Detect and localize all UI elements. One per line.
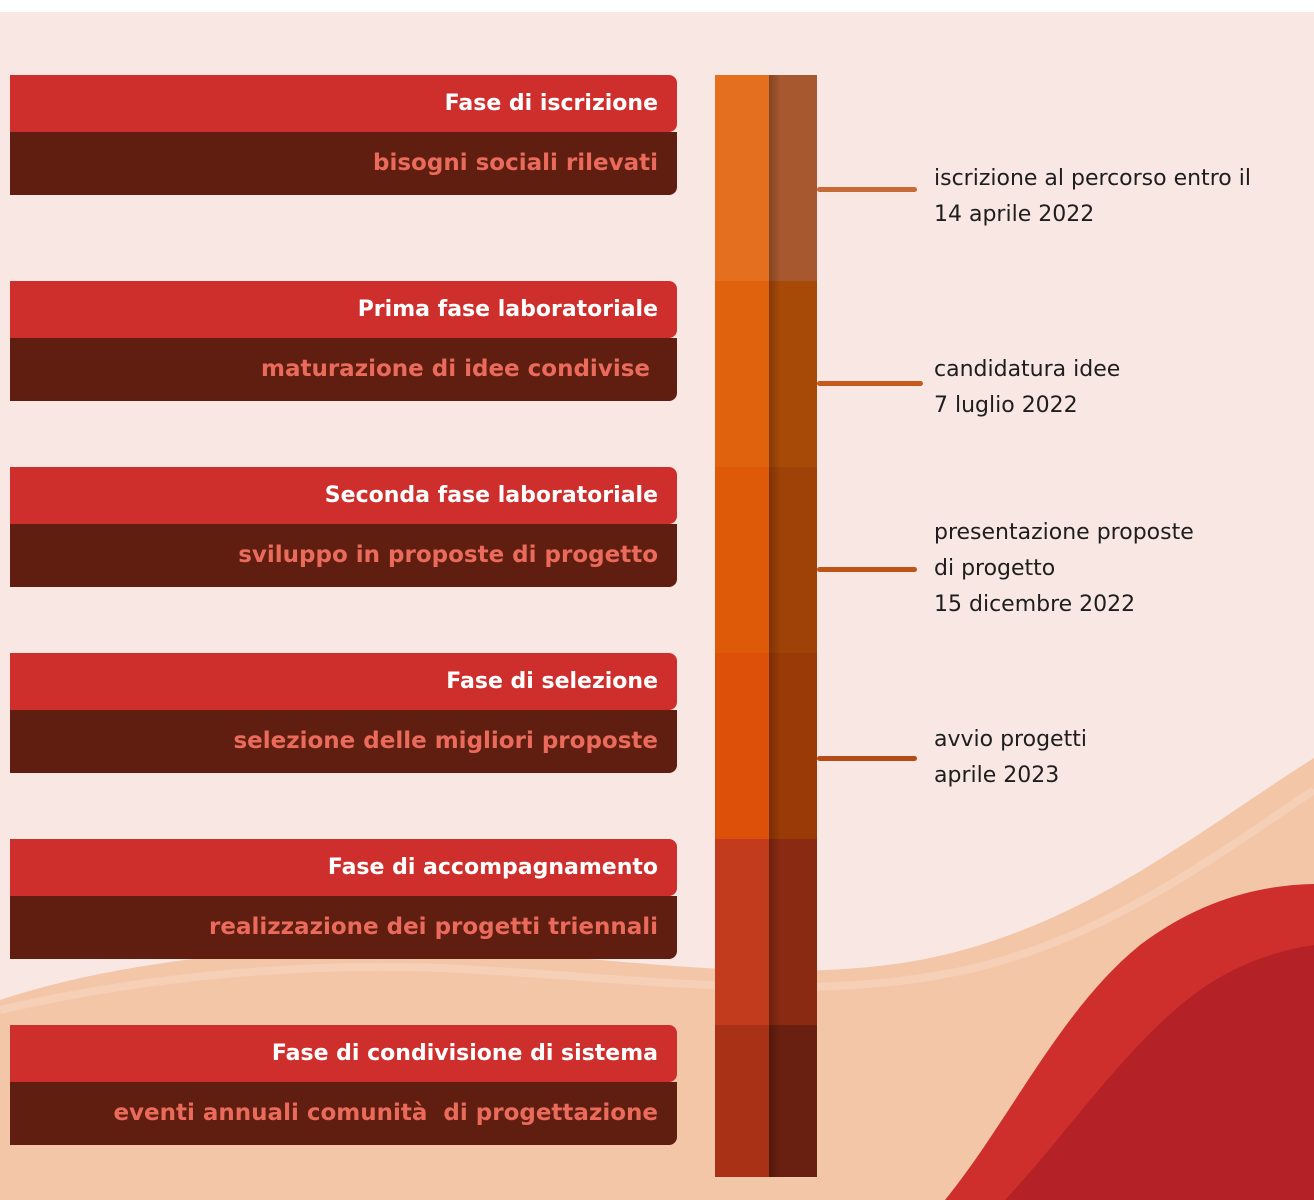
phase-header (10, 281, 677, 338)
phase-body (10, 896, 677, 959)
milestone-text: avvio progetti (934, 727, 1087, 752)
phase-body (10, 524, 677, 587)
milestone-iscrizione (934, 161, 1304, 233)
segment-left (715, 1025, 769, 1177)
timeline-segment (715, 467, 817, 653)
phase-subtitle: selezione delle migliori proposte (233, 728, 658, 754)
segment-shadow (769, 1025, 781, 1177)
phase-subtitle: bisogni sociali rilevati (373, 150, 658, 176)
phase-header (10, 1025, 677, 1082)
phase-title: Prima fase laboratoriale (357, 297, 658, 322)
milestone-text: presentazione proposte (934, 520, 1194, 545)
phase-title: Fase di selezione (446, 669, 658, 694)
segment-shadow (769, 839, 781, 1025)
phase-card-accompagnamento (10, 839, 677, 959)
phase-body (10, 338, 677, 401)
phase-body (10, 710, 677, 773)
milestone-candidatura (934, 352, 1304, 424)
phase-header (10, 467, 677, 524)
phase-body (10, 132, 677, 195)
milestone-date: 7 luglio 2022 (934, 393, 1078, 418)
phase-title: Fase di accompagnamento (327, 855, 658, 880)
phase-subtitle: sviluppo in proposte di progetto (238, 542, 658, 568)
milestone-presentazione (934, 515, 1304, 623)
milestone-connector (817, 756, 917, 761)
segment-left (715, 75, 769, 281)
phase-subtitle: eventi annuali comunità di progettazione (113, 1100, 658, 1126)
timeline-segment (715, 75, 817, 281)
phase-subtitle: realizzazione dei progetti triennali (209, 914, 658, 940)
milestone-text: di progetto (934, 556, 1056, 581)
phase-title: Seconda fase laboratoriale (324, 483, 658, 508)
milestone-date: 14 aprile 2022 (934, 202, 1095, 227)
phase-card-selezione (10, 653, 677, 773)
milestone-date: aprile 2023 (934, 763, 1060, 788)
phase-title: Fase di condivisione di sistema (271, 1041, 658, 1066)
phase-card-condivisione (10, 1025, 677, 1145)
phase-body (10, 1082, 677, 1145)
milestone-connector (817, 381, 923, 386)
segment-left (715, 467, 769, 653)
phase-card-prima-laboratoriale (10, 281, 677, 401)
milestone-text: candidatura idee (934, 357, 1121, 382)
phase-header (10, 75, 677, 132)
milestone-date: 15 dicembre 2022 (934, 592, 1136, 617)
timeline-segment (715, 1025, 817, 1177)
phase-header (10, 653, 677, 710)
segment-left (715, 839, 769, 1025)
timeline-bar (715, 75, 817, 1177)
timeline-segment (715, 839, 817, 1025)
phase-header (10, 839, 677, 896)
phase-title: Fase di iscrizione (444, 91, 658, 116)
phase-subtitle: maturazione di idee condivise (260, 356, 658, 382)
timeline-segment (715, 653, 817, 839)
segment-shadow (769, 75, 781, 281)
timeline-segment (715, 281, 817, 467)
segment-shadow (769, 281, 781, 467)
phase-card-seconda-laboratoriale (10, 467, 677, 587)
segment-shadow (769, 653, 781, 839)
milestone-connector (817, 187, 917, 192)
phase-card-iscrizione (10, 75, 677, 195)
segment-shadow (769, 467, 781, 653)
milestone-text: iscrizione al percorso entro il (934, 166, 1251, 191)
segment-left (715, 653, 769, 839)
milestone-avvio (934, 722, 1304, 794)
segment-left (715, 281, 769, 467)
milestone-connector (817, 567, 917, 572)
